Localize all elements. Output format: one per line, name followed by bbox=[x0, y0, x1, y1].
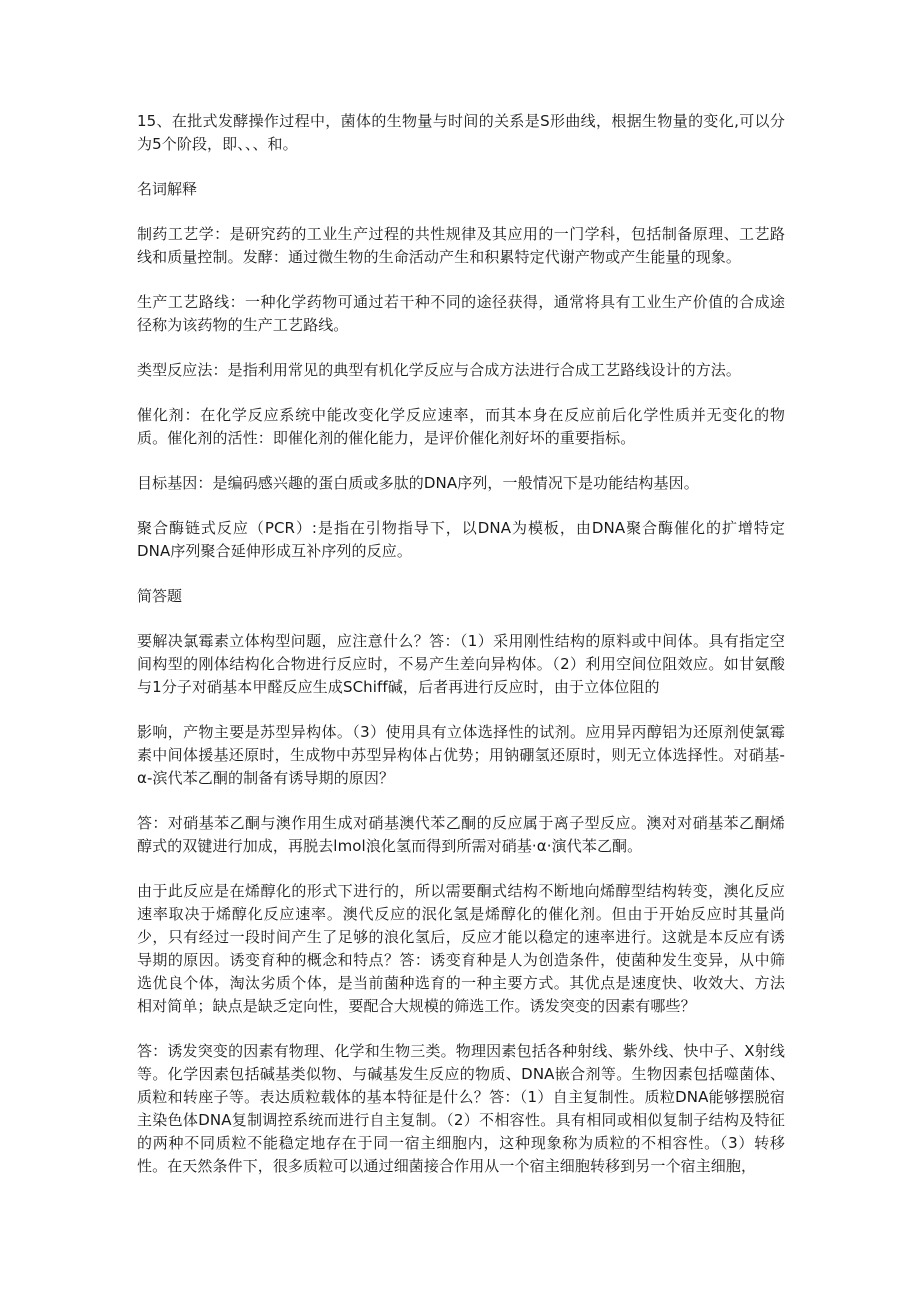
term-pharmaceutical-process: 制药工艺学：是研究药的工业生产过程的共性规律及其应用的一门学科，包括制备原理、工艺路线和质量控制。发酵：通过微生物的生命活动产生和积累特定代谢产物或产生能量的现象。 bbox=[137, 225, 785, 266]
section-heading-short-answer: 简答题 bbox=[137, 587, 183, 605]
term-reaction-type-method: 类型反应法：是指利用常见的典型有机化学反应与合成方法进行合成工艺路线设计的方法。 bbox=[137, 361, 742, 379]
answer-chloramphenicol-part2: 影响，产物主要是苏型异构体。（3）使用具有立体选择性的试剂。应用异丙醇铝为还原剂使氯霉素中间体援基还原时，生成物中苏型异构体占优势；用钠硼氢还原时，则无立体选择性。对硝基-α-滨代苯乙酮的制备有诱导期的原因？ bbox=[137, 723, 785, 787]
document-page bbox=[137, 110, 785, 1200]
term-pcr: 聚合酶链式反应（PCR）:是指在引物指导下，以DNA为模板，由DNA聚合酶催化的扩增特定DNA序列聚合延伸形成互补序列的反应。 bbox=[137, 519, 785, 560]
term-production-route: 生产工艺路线：一种化学药物可通过若干种不同的途径获得，通常将具有工业生产价值的合成途径称为该药物的生产工艺路线。 bbox=[137, 293, 785, 334]
answer-mutation-factors: 答：诱发突变的因素有物理、化学和生物三类。物理因素包括各种射线、紫外线、快中子、X射线等。化学因素包括碱基类似物、与碱基发生反应的物质、DNA嵌合剂等。生物因素包括噬菌体、质粒和转座子等。表达质粒载体的基本特征是什么？答：（1）自主复制性。质粒DNA能够摆脱宿主染色体DNA复制调控系统而进行自主复制。（2）不相容性。具有相同或相似复制子结构及特征的两种不同质粒不能稳定地存在于同一宿主细胞内，这种现象称为质粒的不相容性。（3）转移性。在天然条件下，很多质粒可以通过细菌接合作用从一个宿主细胞转移到另一个宿主细胞， bbox=[137, 1042, 785, 1175]
answer-induction-period: 由于此反应是在烯醇化的形式下进行的，所以需要酮式结构不断地向烯醇型结构转变，澳化反应速率取决于烯醇化反应速率。澳代反应的泯化氢是烯醇化的催化剂。但由于开始反应时其量尚少，只有经过一段时间产生了足够的浪化氢后，反应才能以稳定的速率进行。这就是本反应有诱导期的原因。诱变育种的概念和特点？答：诱变育种是人为创造条件，使菌种发生变异，从中筛选优良个体，淘汰劣质个体，是当前菌种选育的一种主要方式。其优点是速度快、收效大、方法相对简单；缺点是缺乏定向性，要配合大规模的筛选工作。诱发突变的因素有哪些？ bbox=[137, 882, 785, 1015]
term-catalyst: 催化剂：在化学反应系统中能改变化学反应速率，而其本身在反应前后化学性质并无变化的物质。催化剂的活性：即催化剂的催化能力，是评价催化剂好坏的重要指标。 bbox=[137, 406, 785, 447]
question-15-text: 15、在批式发酵操作过程中，菌体的生物量与时间的关系是S形曲线，根据生物量的变化,可以分为5个阶段，即、、、和。 bbox=[137, 112, 785, 153]
section-heading-terms: 名词解释 bbox=[137, 180, 198, 198]
term-target-gene: 目标基因：是编码感兴趣的蛋白质或多肽的DNA序列，一般情况下是功能结构基因。 bbox=[137, 474, 699, 492]
answer-chloramphenicol-part1: 要解决氯霉素立体构型问题，应注意什么？答：（1）采用刚性结构的原料或中间体。具有指定空间构型的刚体结构化合物进行反应时，不易产生差向异构体。（2）利用空间位阻效应。如甘氨酸与1分子对硝基本甲醛反应生成SChiff碱，后者再进行反应时，由于立体位阻的 bbox=[137, 632, 785, 696]
answer-bromination: 答：对硝基苯乙酮与澳作用生成对硝基澳代苯乙酮的反应属于离子型反应。澳对对硝基苯乙酮烯醇式的双键进行加成，再脱去lmol浪化氢而得到所需对硝基·α·演代苯乙酮。 bbox=[137, 814, 785, 855]
